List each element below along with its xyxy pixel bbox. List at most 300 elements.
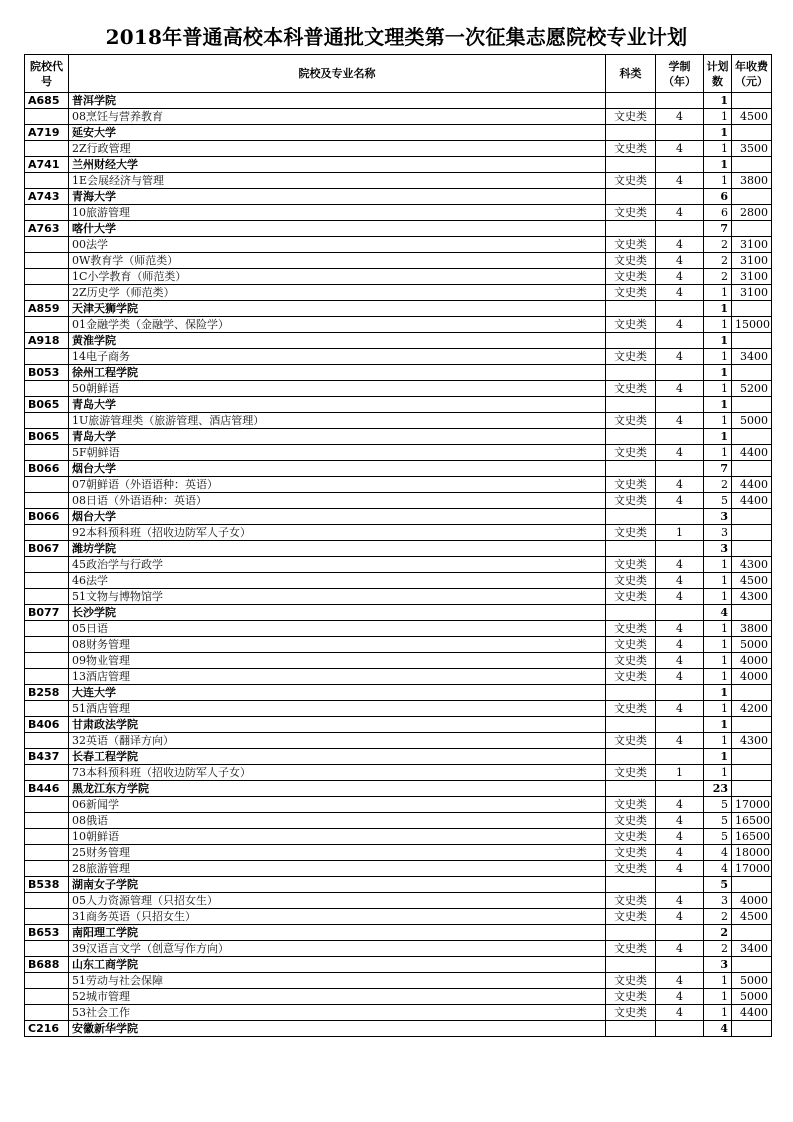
major-plan-count: 2 xyxy=(704,941,732,957)
major-name: 31商务英语（只招女生） xyxy=(69,909,606,925)
major-category: 文史类 xyxy=(606,861,656,877)
school-row xyxy=(25,365,772,381)
major-row xyxy=(25,589,772,605)
school-row xyxy=(25,301,772,317)
major-code-cell xyxy=(25,733,69,749)
major-plan-count: 5 xyxy=(704,797,732,813)
school-category-cell xyxy=(606,397,656,413)
major-years: 4 xyxy=(656,477,704,493)
major-fee: 3100 xyxy=(732,269,772,285)
major-years: 4 xyxy=(656,205,704,221)
major-code-cell xyxy=(25,829,69,845)
major-code-cell xyxy=(25,493,69,509)
school-years-cell xyxy=(656,397,704,413)
school-name: 延安大学 xyxy=(69,125,606,141)
major-name: 05人力资源管理（只招女生） xyxy=(69,893,606,909)
major-name: 08日语（外语语种：英语） xyxy=(69,493,606,509)
major-plan-count: 2 xyxy=(704,237,732,253)
major-category: 文史类 xyxy=(606,765,656,781)
major-name: 10旅游管理 xyxy=(69,205,606,221)
major-row xyxy=(25,765,772,781)
major-category: 文史类 xyxy=(606,285,656,301)
school-category-cell xyxy=(606,749,656,765)
school-fee-cell xyxy=(732,781,772,797)
school-name: 青海大学 xyxy=(69,189,606,205)
major-category: 文史类 xyxy=(606,733,656,749)
school-years-cell xyxy=(656,605,704,621)
major-name: 1C小学教育（师范类） xyxy=(69,269,606,285)
school-years-cell xyxy=(656,717,704,733)
major-row xyxy=(25,269,772,285)
major-fee: 16500 xyxy=(732,813,772,829)
major-code-cell xyxy=(25,941,69,957)
school-fee-cell xyxy=(732,1021,772,1037)
major-code-cell xyxy=(25,765,69,781)
school-plan-count: 3 xyxy=(704,957,732,973)
major-years: 4 xyxy=(656,285,704,301)
major-category: 文史类 xyxy=(606,845,656,861)
major-row xyxy=(25,669,772,685)
major-name: 2Z历史学（师范类） xyxy=(69,285,606,301)
major-name: 08财务管理 xyxy=(69,637,606,653)
major-fee: 3800 xyxy=(732,173,772,189)
school-years-cell xyxy=(656,125,704,141)
major-years: 4 xyxy=(656,893,704,909)
major-category: 文史类 xyxy=(606,1005,656,1021)
major-row xyxy=(25,1005,772,1021)
school-row xyxy=(25,749,772,765)
major-code-cell xyxy=(25,637,69,653)
major-category: 文史类 xyxy=(606,413,656,429)
school-fee-cell xyxy=(732,717,772,733)
major-plan-count: 1 xyxy=(704,413,732,429)
major-fee xyxy=(732,525,772,541)
school-code: B258 xyxy=(25,685,69,701)
major-code-cell xyxy=(25,845,69,861)
major-years: 4 xyxy=(656,269,704,285)
major-name: 08烹饪与营养教育 xyxy=(69,109,606,125)
major-category: 文史类 xyxy=(606,173,656,189)
major-category: 文史类 xyxy=(606,141,656,157)
school-plan-count: 1 xyxy=(704,157,732,173)
school-years-cell xyxy=(656,1021,704,1037)
major-code-cell xyxy=(25,205,69,221)
major-name: 1E会展经济与管理 xyxy=(69,173,606,189)
major-category: 文史类 xyxy=(606,621,656,637)
major-code-cell xyxy=(25,253,69,269)
school-code: A743 xyxy=(25,189,69,205)
school-row xyxy=(25,189,772,205)
major-years: 1 xyxy=(656,525,704,541)
major-row xyxy=(25,237,772,253)
major-name: 13酒店管理 xyxy=(69,669,606,685)
major-fee: 17000 xyxy=(732,797,772,813)
school-code: B065 xyxy=(25,397,69,413)
school-fee-cell xyxy=(732,509,772,525)
major-fee: 3100 xyxy=(732,237,772,253)
major-code-cell xyxy=(25,701,69,717)
major-plan-count: 6 xyxy=(704,205,732,221)
major-code-cell xyxy=(25,1005,69,1021)
school-row xyxy=(25,93,772,109)
school-plan-count: 1 xyxy=(704,685,732,701)
school-name: 天津天狮学院 xyxy=(69,301,606,317)
major-years: 4 xyxy=(656,813,704,829)
school-code: B067 xyxy=(25,541,69,557)
major-years: 4 xyxy=(656,669,704,685)
header-plan: 计划数 xyxy=(704,55,732,93)
major-fee: 4500 xyxy=(732,573,772,589)
major-years: 4 xyxy=(656,989,704,1005)
school-plan-count: 1 xyxy=(704,93,732,109)
major-plan-count: 5 xyxy=(704,493,732,509)
major-years: 4 xyxy=(656,941,704,957)
major-row xyxy=(25,349,772,365)
major-years: 4 xyxy=(656,797,704,813)
major-code-cell xyxy=(25,237,69,253)
major-category: 文史类 xyxy=(606,637,656,653)
major-fee: 4400 xyxy=(732,1005,772,1021)
school-name: 安徽新华学院 xyxy=(69,1021,606,1037)
major-fee: 5000 xyxy=(732,413,772,429)
major-code-cell xyxy=(25,653,69,669)
school-plan-count: 5 xyxy=(704,877,732,893)
major-name: 0W教育学（师范类） xyxy=(69,253,606,269)
major-name: 14电子商务 xyxy=(69,349,606,365)
school-fee-cell xyxy=(732,461,772,477)
school-row xyxy=(25,685,772,701)
school-category-cell xyxy=(606,301,656,317)
school-years-cell xyxy=(656,509,704,525)
major-code-cell xyxy=(25,269,69,285)
major-code-cell xyxy=(25,573,69,589)
major-category: 文史类 xyxy=(606,813,656,829)
major-plan-count: 4 xyxy=(704,845,732,861)
school-category-cell xyxy=(606,157,656,173)
major-plan-count: 1 xyxy=(704,573,732,589)
major-fee: 5000 xyxy=(732,637,772,653)
school-category-cell xyxy=(606,605,656,621)
major-fee: 15000 xyxy=(732,317,772,333)
school-fee-cell xyxy=(732,189,772,205)
major-years: 4 xyxy=(656,733,704,749)
major-category: 文史类 xyxy=(606,493,656,509)
major-category: 文史类 xyxy=(606,973,656,989)
major-category: 文史类 xyxy=(606,829,656,845)
major-fee: 4000 xyxy=(732,653,772,669)
school-code: B406 xyxy=(25,717,69,733)
school-name: 南阳理工学院 xyxy=(69,925,606,941)
school-name: 喀什大学 xyxy=(69,221,606,237)
plan-table xyxy=(24,54,772,1037)
school-plan-count: 4 xyxy=(704,605,732,621)
major-name: 52城市管理 xyxy=(69,989,606,1005)
school-name: 长沙学院 xyxy=(69,605,606,621)
school-fee-cell xyxy=(732,301,772,317)
school-category-cell xyxy=(606,221,656,237)
major-fee xyxy=(732,765,772,781)
major-row xyxy=(25,493,772,509)
major-code-cell xyxy=(25,813,69,829)
major-category: 文史类 xyxy=(606,573,656,589)
major-name: 01金融学类（金融学、保险学） xyxy=(69,317,606,333)
major-years: 4 xyxy=(656,973,704,989)
school-fee-cell xyxy=(732,333,772,349)
school-name: 大连大学 xyxy=(69,685,606,701)
school-row xyxy=(25,157,772,173)
major-name: 06新闻学 xyxy=(69,797,606,813)
major-fee: 4200 xyxy=(732,701,772,717)
school-fee-cell xyxy=(732,957,772,973)
major-category: 文史类 xyxy=(606,477,656,493)
major-code-cell xyxy=(25,973,69,989)
school-name: 湖南女子学院 xyxy=(69,877,606,893)
school-fee-cell xyxy=(732,429,772,445)
major-years: 4 xyxy=(656,349,704,365)
school-category-cell xyxy=(606,685,656,701)
major-years: 4 xyxy=(656,829,704,845)
major-fee: 3400 xyxy=(732,349,772,365)
school-name: 徐州工程学院 xyxy=(69,365,606,381)
major-category: 文史类 xyxy=(606,589,656,605)
major-code-cell xyxy=(25,621,69,637)
school-years-cell xyxy=(656,925,704,941)
major-plan-count: 2 xyxy=(704,269,732,285)
major-years: 4 xyxy=(656,413,704,429)
major-fee: 5000 xyxy=(732,989,772,1005)
major-plan-count: 1 xyxy=(704,733,732,749)
major-fee: 4400 xyxy=(732,493,772,509)
school-plan-count: 1 xyxy=(704,125,732,141)
major-code-cell xyxy=(25,173,69,189)
major-years: 4 xyxy=(656,653,704,669)
school-code: B053 xyxy=(25,365,69,381)
major-years: 4 xyxy=(656,845,704,861)
major-years: 4 xyxy=(656,1005,704,1021)
plan-table-body xyxy=(25,93,772,1037)
school-fee-cell xyxy=(732,221,772,237)
major-category: 文史类 xyxy=(606,237,656,253)
school-category-cell xyxy=(606,333,656,349)
school-row xyxy=(25,221,772,237)
school-fee-cell xyxy=(732,605,772,621)
major-code-cell xyxy=(25,861,69,877)
major-code-cell xyxy=(25,317,69,333)
major-name: 2Z行政管理 xyxy=(69,141,606,157)
school-years-cell xyxy=(656,189,704,205)
major-category: 文史类 xyxy=(606,701,656,717)
major-row xyxy=(25,861,772,877)
school-code: B653 xyxy=(25,925,69,941)
major-row xyxy=(25,573,772,589)
major-row xyxy=(25,141,772,157)
school-category-cell xyxy=(606,781,656,797)
school-code: A918 xyxy=(25,333,69,349)
school-fee-cell xyxy=(732,925,772,941)
major-name: 73本科预科班（招收边防军人子女） xyxy=(69,765,606,781)
school-fee-cell xyxy=(732,93,772,109)
major-fee: 4400 xyxy=(732,445,772,461)
major-category: 文史类 xyxy=(606,909,656,925)
major-plan-count: 1 xyxy=(704,1005,732,1021)
major-name: 32英语（翻译方向） xyxy=(69,733,606,749)
school-fee-cell xyxy=(732,365,772,381)
major-code-cell xyxy=(25,557,69,573)
major-plan-count: 1 xyxy=(704,973,732,989)
school-code: B077 xyxy=(25,605,69,621)
school-fee-cell xyxy=(732,685,772,701)
school-code: B688 xyxy=(25,957,69,973)
school-years-cell xyxy=(656,781,704,797)
major-row xyxy=(25,109,772,125)
major-category: 文史类 xyxy=(606,269,656,285)
school-plan-count: 1 xyxy=(704,333,732,349)
school-name: 黑龙江东方学院 xyxy=(69,781,606,797)
major-name: 07朝鲜语（外语语种：英语） xyxy=(69,477,606,493)
school-name: 兰州财经大学 xyxy=(69,157,606,173)
major-fee: 5200 xyxy=(732,381,772,397)
major-plan-count: 1 xyxy=(704,653,732,669)
school-code: B446 xyxy=(25,781,69,797)
header-category: 科类 xyxy=(606,55,656,93)
school-category-cell xyxy=(606,509,656,525)
major-row xyxy=(25,445,772,461)
major-name: 51文物与博物馆学 xyxy=(69,589,606,605)
major-years: 4 xyxy=(656,445,704,461)
major-fee: 3100 xyxy=(732,253,772,269)
major-years: 4 xyxy=(656,621,704,637)
school-code: B437 xyxy=(25,749,69,765)
major-plan-count: 1 xyxy=(704,285,732,301)
school-plan-count: 1 xyxy=(704,397,732,413)
major-plan-count: 1 xyxy=(704,765,732,781)
major-plan-count: 4 xyxy=(704,861,732,877)
major-fee: 3400 xyxy=(732,941,772,957)
major-years: 4 xyxy=(656,109,704,125)
school-name: 青岛大学 xyxy=(69,397,606,413)
school-name: 烟台大学 xyxy=(69,509,606,525)
school-name: 青岛大学 xyxy=(69,429,606,445)
major-row xyxy=(25,813,772,829)
major-years: 4 xyxy=(656,861,704,877)
school-name: 山东工商学院 xyxy=(69,957,606,973)
school-years-cell xyxy=(656,93,704,109)
major-name: 25财务管理 xyxy=(69,845,606,861)
major-row xyxy=(25,829,772,845)
major-row xyxy=(25,413,772,429)
major-fee: 4300 xyxy=(732,557,772,573)
major-name: 39汉语言文学（创意写作方向） xyxy=(69,941,606,957)
major-years: 4 xyxy=(656,237,704,253)
major-code-cell xyxy=(25,445,69,461)
major-fee: 4300 xyxy=(732,733,772,749)
major-name: 10朝鲜语 xyxy=(69,829,606,845)
major-name: 1U旅游管理类（旅游管理、酒店管理） xyxy=(69,413,606,429)
school-row xyxy=(25,717,772,733)
major-years: 4 xyxy=(656,637,704,653)
school-row xyxy=(25,461,772,477)
school-years-cell xyxy=(656,541,704,557)
major-fee: 5000 xyxy=(732,973,772,989)
major-name: 28旅游管理 xyxy=(69,861,606,877)
page-title: 2018年普通高校本科普通批文理类第一次征集志愿院校专业计划 xyxy=(105,25,688,49)
school-years-cell xyxy=(656,365,704,381)
major-category: 文史类 xyxy=(606,893,656,909)
major-row xyxy=(25,893,772,909)
major-years: 4 xyxy=(656,909,704,925)
school-fee-cell xyxy=(732,877,772,893)
major-code-cell xyxy=(25,285,69,301)
school-category-cell xyxy=(606,717,656,733)
school-name: 甘肃政法学院 xyxy=(69,717,606,733)
major-category: 文史类 xyxy=(606,381,656,397)
school-row xyxy=(25,605,772,621)
major-row xyxy=(25,557,772,573)
major-code-cell xyxy=(25,141,69,157)
school-plan-count: 1 xyxy=(704,749,732,765)
major-fee: 4000 xyxy=(732,893,772,909)
major-fee: 4000 xyxy=(732,669,772,685)
major-name: 05日语 xyxy=(69,621,606,637)
major-name: 5F朝鲜语 xyxy=(69,445,606,461)
school-fee-cell xyxy=(732,157,772,173)
major-row xyxy=(25,973,772,989)
major-years: 4 xyxy=(656,253,704,269)
major-name: 51劳动与社会保障 xyxy=(69,973,606,989)
major-category: 文史类 xyxy=(606,253,656,269)
major-code-cell xyxy=(25,989,69,1005)
school-name: 黄淮学院 xyxy=(69,333,606,349)
major-category: 文史类 xyxy=(606,941,656,957)
major-plan-count: 1 xyxy=(704,445,732,461)
school-plan-count: 1 xyxy=(704,429,732,445)
school-fee-cell xyxy=(732,125,772,141)
major-name: 09物业管理 xyxy=(69,653,606,669)
major-name: 50朝鲜语 xyxy=(69,381,606,397)
major-years: 4 xyxy=(656,701,704,717)
school-row xyxy=(25,957,772,973)
school-category-cell xyxy=(606,957,656,973)
major-row xyxy=(25,381,772,397)
major-category: 文史类 xyxy=(606,525,656,541)
school-name: 潍坊学院 xyxy=(69,541,606,557)
school-name: 普洱学院 xyxy=(69,93,606,109)
major-plan-count: 1 xyxy=(704,109,732,125)
school-row xyxy=(25,925,772,941)
major-years: 4 xyxy=(656,317,704,333)
school-years-cell xyxy=(656,877,704,893)
major-name: 45政治学与行政学 xyxy=(69,557,606,573)
major-code-cell xyxy=(25,381,69,397)
major-row xyxy=(25,205,772,221)
school-fee-cell xyxy=(732,541,772,557)
school-years-cell xyxy=(656,221,704,237)
major-plan-count: 2 xyxy=(704,477,732,493)
major-code-cell xyxy=(25,109,69,125)
school-plan-count: 23 xyxy=(704,781,732,797)
school-category-cell xyxy=(606,93,656,109)
school-code: A685 xyxy=(25,93,69,109)
school-row xyxy=(25,397,772,413)
major-name: 08俄语 xyxy=(69,813,606,829)
school-row xyxy=(25,1021,772,1037)
major-years: 4 xyxy=(656,493,704,509)
school-row xyxy=(25,541,772,557)
school-name: 烟台大学 xyxy=(69,461,606,477)
major-plan-count: 1 xyxy=(704,349,732,365)
major-category: 文史类 xyxy=(606,989,656,1005)
major-plan-count: 5 xyxy=(704,829,732,845)
